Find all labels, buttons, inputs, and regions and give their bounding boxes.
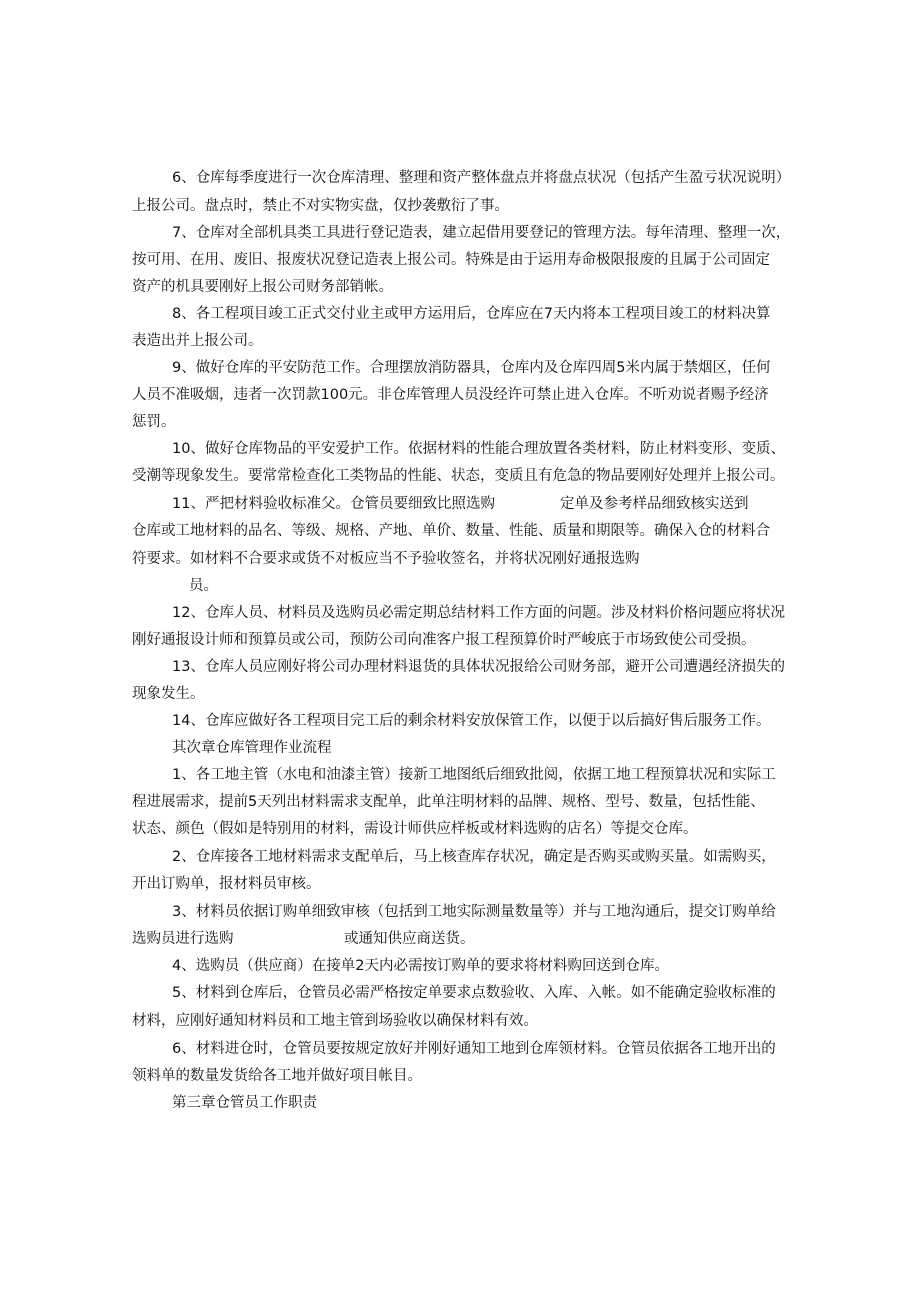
- step-4-line-1: 4、选购员（供应商）在接单2天内必需按订购单的要求将材料购回送到仓库。: [172, 958, 669, 974]
- para-7-line-1: 7、仓库对全部机具类工具进行登记造表，建立起借用要登记的管理方法。每年清理、整理一次，: [172, 225, 791, 241]
- para-9-line-3: 惩罚。: [132, 414, 176, 430]
- chapter-2-heading: 其次章仓库管理作业流程: [172, 740, 332, 756]
- para-14-line-1: 14、仓库应做好各工程项目完工后的剩余材料安放保管工作，以便于以后搞好售后服务工作。: [172, 713, 771, 729]
- step-6-line-2: 领料单的数量发货给各工地并做好项目帐目。: [132, 1068, 422, 1084]
- step-5-line-2: 材料，应刚好通知材料员和工地主管到场验收以确保材料有效。: [132, 1013, 538, 1029]
- para-13-line-2: 现象发生。: [132, 686, 205, 702]
- para-7-line-3: 资产的机具要刚好上报公司财务部销帐。: [132, 279, 393, 295]
- step-1-line-2: 程进展需求，提前5天列出材料需求支配单，此单注明材料的品牌、规格、型号、数量，包括性能、: [132, 794, 765, 810]
- step-5-line-1: 5、材料到仓库后，仓管员必需严格按定单要求点数验收、入库、入帐。如不能确定验收标准的: [172, 985, 776, 1001]
- para-11-line-3: 符要求。如材料不合要求或货不对板应当不予验收签名，并将状况刚好通报选购: [132, 551, 640, 567]
- chapter-3-heading: 第三章仓管员工作职责: [172, 1095, 317, 1111]
- step-3-line-2a: 选购员进行选购: [132, 931, 234, 947]
- step-1-line-1: 1、各工地主管（水电和油漆主管）接新工地图纸后细致批阅，依据工地工程预算状况和实际工: [172, 767, 776, 783]
- para-11-line-4: 员。: [189, 578, 218, 594]
- para-11-line-1b: 定单及参考样品细致核实送到: [560, 496, 749, 512]
- step-3-line-2b: 或通知供应商送货。: [344, 931, 475, 947]
- para-8-line-1: 8、各工程项目竣工正式交付业主或甲方运用后，仓库应在7天内将本工程项目竣工的材料决算: [172, 306, 771, 322]
- para-11-line-2: 仓库或工地材料的品名、等级、规格、产地、单价、数量、性能、质量和期限等。确保入仓的材料合: [132, 523, 770, 539]
- para-8-line-2: 表造出并上报公司。: [132, 333, 263, 349]
- para-12-line-1: 12、仓库人员、材料员及选购员必需定期总结材料工作方面的问题。涉及材料价格问题应将状况: [172, 605, 785, 621]
- step-6-line-1: 6、材料进仓时，仓管员要按规定放好并刚好通知工地到仓库领材料。仓管员依据各工地开出的: [172, 1041, 776, 1057]
- para-9-line-2: 人员不准吸烟，违者一次罚款100元。非仓库管理人员没经许可禁止进入仓库。不听劝说者赐予经济: [132, 387, 769, 403]
- para-6-line-2: 上报公司。盘点时，禁止不对实物实盘，仅抄袭敷衍了事。: [132, 198, 509, 214]
- para-10-line-1: 10、做好仓库物品的平安爱护工作。依据材料的性能合理放置各类材料，防止材料变形、变质、: [172, 441, 785, 457]
- para-9-line-1: 9、做好仓库的平安防范工作。合理摆放消防器具，仓库内及仓库四周5米内属于禁烟区，任何: [172, 360, 771, 376]
- para-10-line-2: 受潮等现象发生。要常常检查化工类物品的性能、状态，变质且有危急的物品要刚好处理并上报公司。: [132, 468, 785, 484]
- para-6-line-1: 6、仓库每季度进行一次仓库清理、整理和资产整体盘点并将盘点状况（包括产生盈亏状况说明）: [172, 170, 791, 186]
- step-1-line-3: 状态、颜色（假如是特别用的材料，需设计师供应样板或材料选购的店名）等提交仓库。: [132, 821, 698, 837]
- para-7-line-2: 按可用、在用、废旧、报废状况登记造表上报公司。特殊是由于运用寿命极限报废的且属于公司固定: [132, 252, 770, 268]
- para-12-line-2: 刚好通报设计师和预算员或公司，预防公司向准客户报工程预算价时严峻底于市场致使公司受损。: [132, 632, 756, 648]
- step-2-line-2: 开出订购单，报材料员审核。: [132, 876, 321, 892]
- step-3-line-1: 3、材料员依据订购单细致审核（包括到工地实际测量数量等）并与工地沟通后，提交订购单给: [172, 904, 776, 920]
- para-11-line-1a: 11、严把材料验收标准父。仓管员要细致比照选购: [172, 496, 495, 512]
- para-13-line-1: 13、仓库人员应刚好将公司办理材料退货的具体状况报给公司财务部，避开公司遭遇经济损失的: [172, 659, 785, 675]
- step-2-line-1: 2、仓库接各工地材料需求支配单后，马上核查库存状况，确定是否购买或购买量。如需购买，: [172, 849, 776, 865]
